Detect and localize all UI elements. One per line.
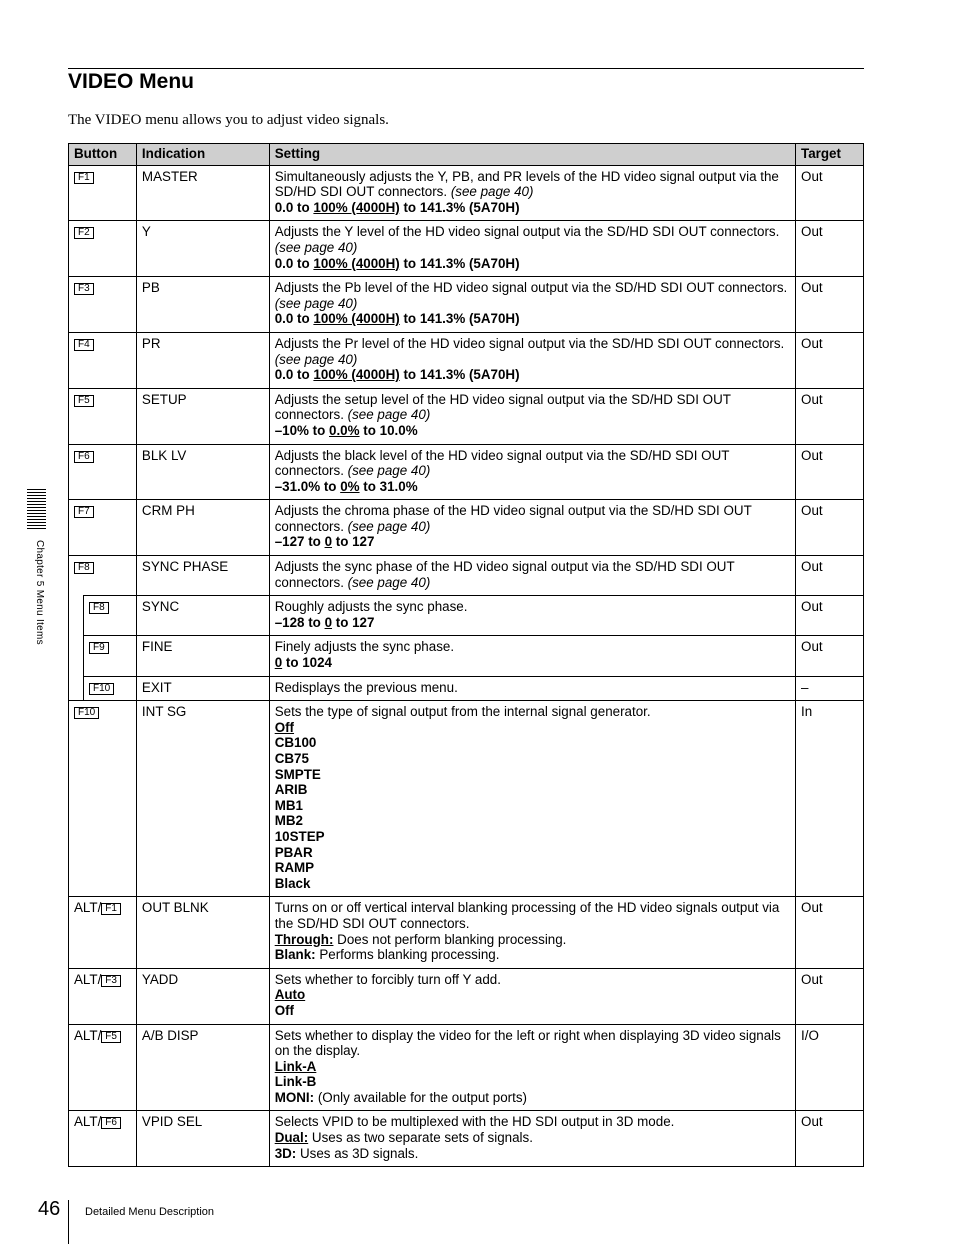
page-title: VIDEO Menu bbox=[68, 70, 195, 93]
setting-cell: Roughly adjusts the sync phase. –128 to 0 to 127 bbox=[269, 596, 795, 636]
indication-cell: SYNC bbox=[136, 596, 269, 636]
setting-cell: Sets whether to display the video for the left or right when displaying 3D video signals on the display. Link-A Link-B MONI: (Only available for the output ports) bbox=[269, 1024, 795, 1111]
setting-cell: Finely adjusts the sync phase. 0 to 1024 bbox=[269, 636, 795, 676]
indication-cell: EXIT bbox=[136, 676, 269, 701]
key-f6: F6 bbox=[101, 1117, 121, 1129]
target-cell: Out bbox=[796, 1111, 864, 1167]
key-f10: F10 bbox=[74, 707, 99, 719]
indication-cell: MASTER bbox=[136, 165, 269, 221]
option: RAMP bbox=[274, 860, 315, 876]
setting-cell: Sets whether to forcibly turn off Y add. Auto Off bbox=[269, 968, 795, 1024]
option: MB2 bbox=[274, 813, 303, 829]
indication-cell: Y bbox=[136, 221, 269, 277]
indication-cell: SYNC PHASE bbox=[136, 556, 269, 596]
table-row bbox=[69, 596, 864, 636]
target-cell: Out bbox=[796, 968, 864, 1024]
button-cell bbox=[83, 676, 136, 701]
button-cell: ALT/ F1 bbox=[69, 897, 137, 968]
target-cell: Out bbox=[796, 636, 864, 676]
key-f6: F6 bbox=[74, 451, 94, 463]
setting-cell: Simultaneously adjusts the Y, PB, and PR levels of the HD video signal output via the SD/HD SDI OUT connectors. (see page 40) 0.0 to 100% (4000H) to 141.3% (5A70H) bbox=[269, 165, 795, 221]
button-cell bbox=[69, 277, 137, 333]
button-cell: ALT/ F5 bbox=[69, 1024, 137, 1111]
setting-cell: Adjusts the black level of the HD video signal output via the SD/HD SDI OUT connectors. (see page 40) –31.0% to 0% to 31.0% bbox=[269, 444, 795, 500]
indication-cell: A/B DISP bbox=[136, 1024, 269, 1111]
target-cell: Out bbox=[796, 444, 864, 500]
option: PBAR bbox=[274, 844, 313, 860]
table-row bbox=[69, 388, 864, 444]
target-cell: In bbox=[796, 701, 864, 897]
key-f1: F1 bbox=[74, 172, 94, 184]
option: Black bbox=[274, 875, 311, 891]
header-setting: Setting bbox=[269, 144, 795, 166]
target-cell: Out bbox=[796, 897, 864, 968]
button-cell bbox=[69, 388, 137, 444]
table-row bbox=[69, 277, 864, 333]
option: CB75 bbox=[274, 751, 309, 766]
key-f5: F5 bbox=[74, 395, 94, 407]
indication-cell: VPID SEL bbox=[136, 1111, 269, 1167]
key-f10: F10 bbox=[89, 683, 114, 695]
key-f9: F9 bbox=[89, 642, 109, 654]
key-f4: F4 bbox=[74, 339, 94, 351]
option: SMPTE bbox=[274, 766, 321, 782]
button-cell bbox=[69, 221, 137, 277]
table-row bbox=[69, 897, 864, 968]
key-f2: F2 bbox=[74, 227, 94, 239]
table-row bbox=[69, 165, 864, 221]
option: MB1 bbox=[274, 797, 303, 813]
target-cell: Out bbox=[796, 500, 864, 556]
header-target: Target bbox=[796, 144, 864, 166]
indication-cell: BLK LV bbox=[136, 444, 269, 500]
indent-cell bbox=[69, 636, 84, 676]
option-default: Off bbox=[274, 719, 295, 735]
key-f1: F1 bbox=[101, 903, 121, 915]
footer-text: Detailed Menu Description bbox=[85, 1206, 215, 1218]
header-button: Button bbox=[69, 144, 137, 166]
table-row bbox=[69, 332, 864, 388]
setting-cell: Adjusts the Pb level of the HD video signal output via the SD/HD SDI OUT connectors. (see page 40) 0.0 to 100% (4000H) to 141.3% (5A70H) bbox=[269, 277, 795, 333]
target-cell: Out bbox=[796, 596, 864, 636]
indication-cell: PB bbox=[136, 277, 269, 333]
setting-cell: Selects VPID to be multiplexed with the HD SDI output in 3D mode. Dual: Uses as two separate sets of signals. 3D: Uses as 3D signals. bbox=[269, 1111, 795, 1167]
setting-cell: Adjusts the Pr level of the HD video signal output via the SD/HD SDI OUT connectors. (see page 40) 0.0 to 100% (4000H) to 141.3% (5A70H) bbox=[269, 332, 795, 388]
button-cell bbox=[83, 596, 136, 636]
indent-cell bbox=[69, 676, 84, 701]
header-indication: Indication bbox=[136, 144, 269, 166]
indication-cell: INT SG bbox=[136, 701, 269, 897]
table-row bbox=[69, 676, 864, 701]
top-rule bbox=[68, 68, 864, 69]
setting-cell: Adjusts the setup level of the HD video signal output via the SD/HD SDI OUT connectors. (see page 40) –10% to 0.0% to 10.0% bbox=[269, 388, 795, 444]
target-cell: Out bbox=[796, 165, 864, 221]
button-cell bbox=[69, 332, 137, 388]
table-row bbox=[69, 1111, 864, 1167]
target-cell: Out bbox=[796, 388, 864, 444]
button-cell bbox=[69, 444, 137, 500]
option: 10STEP bbox=[274, 828, 325, 844]
page-number: 46 bbox=[38, 1198, 61, 1220]
target-cell: Out bbox=[796, 332, 864, 388]
button-cell bbox=[69, 165, 137, 221]
chapter-label: Chapter 5 Menu Items bbox=[34, 540, 45, 645]
option: ARIB bbox=[274, 782, 308, 798]
setting-cell: Adjusts the chroma phase of the HD video signal output via the SD/HD SDI OUT connectors. (see page 40) –127 to 0 to 127 bbox=[269, 500, 795, 556]
target-cell: I/O bbox=[796, 1024, 864, 1111]
target-cell: – bbox=[796, 676, 864, 701]
setting-cell: Turns on or off vertical interval blanking processing of the HD video signals output via the SD/HD SDI OUT connectors. Through: Does not perform blanking processing. Blank: Performs blanking processing. bbox=[269, 897, 795, 968]
key-f3: F3 bbox=[101, 975, 121, 987]
chapter-tab-bars bbox=[27, 489, 46, 531]
setting-cell: Adjusts the Y level of the HD video signal output via the SD/HD SDI OUT connectors. (see page 40) 0.0 to 100% (4000H) to 141.3% (5A70H) bbox=[269, 221, 795, 277]
target-cell: Out bbox=[796, 556, 864, 596]
table-row bbox=[69, 968, 864, 1024]
video-menu-table bbox=[68, 143, 864, 1167]
setting-cell: Redisplays the previous menu. bbox=[269, 676, 795, 701]
table-row bbox=[69, 1024, 864, 1111]
key-f8: F8 bbox=[89, 602, 109, 614]
indication-cell: PR bbox=[136, 332, 269, 388]
key-f5: F5 bbox=[101, 1031, 121, 1043]
table-row bbox=[69, 701, 864, 897]
table-row bbox=[69, 500, 864, 556]
setting-cell: Adjusts the sync phase of the HD video signal output via the SD/HD SDI OUT connectors. (see page 40) bbox=[269, 556, 795, 596]
button-cell: ALT/ F3 bbox=[69, 968, 137, 1024]
indent-cell bbox=[69, 596, 84, 636]
indication-cell: CRM PH bbox=[136, 500, 269, 556]
intro-text: The VIDEO menu allows you to adjust video signals. bbox=[68, 112, 389, 128]
key-f7: F7 bbox=[74, 506, 94, 518]
footer-rule bbox=[68, 1200, 69, 1244]
indication-cell: OUT BLNK bbox=[136, 897, 269, 968]
key-f8: F8 bbox=[74, 562, 94, 574]
key-f3: F3 bbox=[74, 283, 94, 295]
table-row bbox=[69, 221, 864, 277]
button-cell bbox=[69, 500, 137, 556]
setting-cell: Sets the type of signal output from the internal signal generator. Off CB100 CB75 SMPTE ARIB MB1 MB2 10STEP PBAR RAMP Black bbox=[269, 701, 795, 897]
target-cell: Out bbox=[796, 277, 864, 333]
target-cell: Out bbox=[796, 221, 864, 277]
table-row bbox=[69, 444, 864, 500]
indication-cell: YADD bbox=[136, 968, 269, 1024]
indication-cell: FINE bbox=[136, 636, 269, 676]
option: CB100 bbox=[274, 735, 317, 751]
table-header-row bbox=[69, 144, 864, 166]
indication-cell: SETUP bbox=[136, 388, 269, 444]
button-cell bbox=[83, 636, 136, 676]
button-cell: ALT/ F6 bbox=[69, 1111, 137, 1167]
button-cell bbox=[69, 701, 137, 897]
table-row bbox=[69, 636, 864, 676]
table-row bbox=[69, 556, 864, 596]
button-cell bbox=[69, 556, 137, 596]
